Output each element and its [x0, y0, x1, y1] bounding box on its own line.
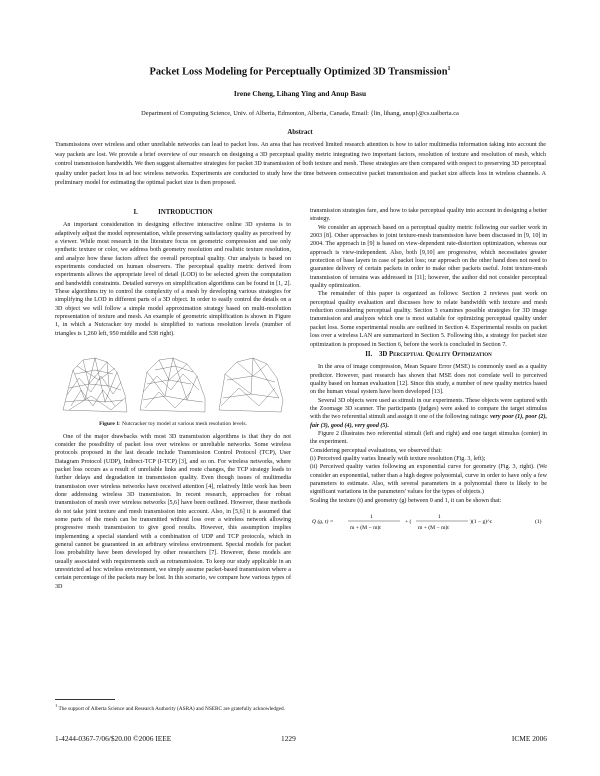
observation-2: (ii) Perceived quality varies following an exponential curve for geometry (Fig. 3, right). (We consider an exponential, rather than a high degree polynomial, curve in order to have only a few parameters to estimate. Also, with several parameters in a polynomial there is likely to be significant variations in the parameters' values for the types of objects.) [310, 464, 547, 496]
intro-paragraph-2: One of the major drawbacks with most 3D transmission algorithms is that they do not consider the possibility of packet loss over wireless or unreliable networks. Some wireless protocols proposed in the last decade include Transmission Control Protocol (TCP), User Datagram Protocol (UDP), Indirect-TCP (I-TCP) [3], and so on. For wireless networks, where packet loss occurs as a result of unreliable links and route changes, the TCP strategy leads to further delays and degradation in transmission quality. Even though issues of multimedia transmission over wireless networks have received attention [4], relatively little work has been done addressing wireless 3D transmission. In recent research, approaches for robust transmission of mesh over wireless networks [5,6] have been outlined. However, these methods do not take joint texture and mesh transmission into account. Also, in [5,6] it is assumed that some parts of the mesh can be transmitted without loss over a wireless network allowing progressive mesh transmission to give good results. However, this assumption implies implementing a special standard with a combination of UDP and TCP protocols, which in general cannot be guaranteed in an arbitrary wireless environment. Special models for packet loss probability have been developed by other researchers [7]. However, these models are usually associated with requirements such as retransmission. To keep our study applicable in an unrestricted ad hoc wireless environment, we simply assume packet-based transmission where a certain percentage of the packets may be lost. In this scenario, we compare how various types of 3D [55, 433, 291, 590]
section2-paragraph-3: Figure 2 illustrates two referential stimuli (left and right) and one target stimulus (center) in the experiment. [310, 430, 547, 446]
footnote-mark: 1 [55, 703, 58, 708]
equation-1 [310, 508, 547, 535]
observation-1: (i) Perceived quality varies linearly with texture resolution (Fig. 3, left); [310, 455, 486, 462]
figure-1-label: Figure 1 [99, 421, 120, 428]
section-heading-introduction: I. INTRODUCTION [133, 209, 213, 216]
section2-paragraph-5: Scaling the texture (t) and geometry (g) between 0 and 1, it can be shown that: [310, 497, 502, 504]
intro-paragraph-1: An important consideration in designing effective interactive online 3D systems is to adaptively adjust the model representation, while preserving satisfactory quality as perceived by a viewer. While most research in the literature focus on geometric compression and use only synthetic texture or color, we address both geometry resolution and realistic texture resolution, and analyze how these factors affect the overall perceptual quality. Our analysis is based on experiments conducted on human observers. The perceptual quality metric derived from experiments allows the appropriate level of detail (LOD) to be selected given the computation and bandwidth constraints. Detailed surveys on simplification algorithms can be found in [1, 2]. These algorithms try to control the complexity of a mesh by developing various strategies for simplifying the LOD in different parts of a 3D object. In order to easily control the details on a 3D object we will follow a simple model approximation strategy based on multi-resolution representation of texture and mesh. An example of geometric simplification is shown in Figure 1, in which a Nutcracker toy model is simplified to various resolution levels (number of triangles is 1,260 left, 950 middle and 538 right). [55, 222, 291, 337]
paper-title: Packet Loss Modeling for Perceptually Optimized 3D Transmission$^1$ [149, 66, 451, 78]
nutcracker-model-low [219, 358, 283, 412]
conference-name: ICME 2006 [511, 734, 547, 743]
left-column [55, 207, 291, 591]
nutcracker-model-mid [140, 358, 205, 412]
figure-1-caption: Figure 1: Nutcracker toy model at various mesh resolution levels. [99, 421, 247, 428]
eq-numerator-1: 1 [370, 514, 373, 521]
right-column [310, 207, 547, 535]
abstract-heading: Abstract [287, 129, 313, 136]
intro-paragraph-3: transmission strategies fare, and how to take perceptual quality into account in designing a better strategy. [310, 208, 547, 223]
eq-tail: )(1 − g)^c [470, 519, 493, 526]
eq-denominator-1: m + (M − m)t [350, 525, 381, 532]
intro-paragraph-4: We consider an approach based on a perceptual quality metric following our earlier work in 2003 [8]. Other approaches to joint texture-mesh transmission have been discussed in [9, 10] in 2004. The approach in [9] is based on view-dependent rate-distortion optimization, whereas our approach is view-independent. Also, both [9,10] are progressive, which necessitates greater protection of base layers in case of packet loss; our approach on the other hand does not need to guarantee delivery of certain packets in order to make other packets useful. Joint texture-mesh transmission of terrains was addressed in [11]; however, the author did not consider perceptual quality optimization. [310, 224, 547, 290]
eq-lhs: Q (g, t) = [312, 519, 334, 526]
nutcracker-model-high [63, 358, 127, 412]
footnote-rule [55, 699, 115, 700]
nutcracker-figure [55, 340, 291, 419]
section2-paragraph-1: In the area of image compression, Mean Square Error (MSE) is commonly used as a quality predictor. However, past research has shown that MSE does not correlate well to perceived quality based on human evaluation [12]. Since this study, a number of new quality metrics based on the human visual system have been developed [13]. [310, 364, 547, 396]
eq-numerator-2: 1 [438, 514, 441, 521]
section2-paragraph-4: Considering perceptual evaluations, we observed that: [310, 447, 442, 454]
intro-paragraph-5: The remainder of this paper is organized as follows: Section 2 reviews past work on perceptual quality evaluation and discusses how to relate bandwidth with texture and mesh reduction considering perceptual quality. Section 3 examines possible strategies for 3D image transmission and analyzes which one is most suitable for optimizing perceptual quality under packet loss. Some experimental results are outlined in Section 4. Experimental results on packet loss over a wireless LAN are summarized in Section 5. Following this, a strategy for packet size optimization is proposed in Section 6, before the work is concluded in Section 7. [310, 291, 547, 348]
page-number: 1229 [281, 734, 296, 743]
eq-denominator-2: m + (M − m)t [418, 525, 449, 532]
footer-isbn: 1-4244-0367-7/06/$20.00 ©2006 IEEE [55, 734, 172, 743]
affiliation: Department of Computing Science, Univ. of Alberta, Edmonton, Alberta, Canada, Email: {lin, lihang, anup}@cs.ualberta.ca [141, 110, 459, 117]
equation-number: (1) [535, 519, 542, 526]
rating-scale: very poor (1), poor (2), fair (3), good (4), very good (5). [310, 414, 547, 429]
section2-paragraph-2: Several 3D objects were used as stimuli in our experiments. These objects were captured with the Zoomage 3D scanner. The participants (judges) were asked to compare the target stimulus with the two referential stimuli and assign it one of the following ratings: very poor (1), poor (2), fair (3), good (4), very good (5). [310, 397, 547, 429]
authors: Irene Cheng, Lihang Ying and Anup Basu [233, 89, 367, 98]
abstract-text: Transmissions over wireless and other unreliable networks can lead to packet loss. An area that has received limited research attention is how to tailor multimedia information taking into account the way packets are lost. We provide a brief overview of our research on designing a 3D perceptual quality metric integrating two important factors, resolution of texture and resolution of mesh, which control transmission bandwidth. We then suggest alternative strategies for packet 3D transmission of both texture and mesh. These strategies are then compared with respect to preserving 3D perceptual quality under packet loss in ad hoc wireless networks. Experiments are conducted to study how the time between consecutive packet transmission and packet size affects loss in wireless channels. A preliminary model for estimating the optimal packet size is then proposed. [55, 142, 546, 187]
section-heading-2: II. 3D Perceptual Quality Optimization [365, 350, 492, 358]
title-footnote-mark: 1 [447, 66, 451, 72]
eq-plus: + ( [405, 519, 412, 526]
footnote: $^1$ The support of Alberta Science and Research Authority (ASRA) and NSERC are gratefully acknowledged. [55, 703, 286, 712]
